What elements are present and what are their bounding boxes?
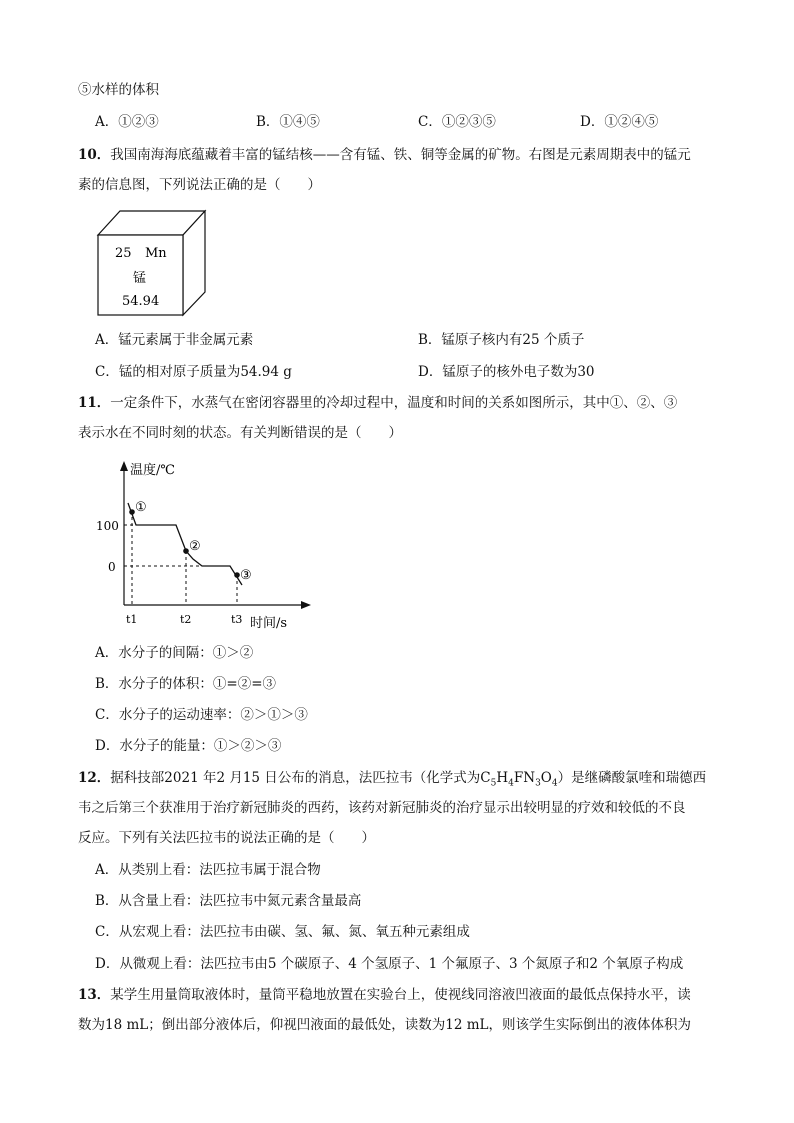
point-3: [234, 572, 240, 578]
ytick-0: 0: [108, 560, 116, 574]
q12-sub-n: 3: [535, 778, 541, 789]
y-axis-label: 温度/℃: [130, 463, 175, 478]
q12-sub-o: 4: [551, 778, 558, 789]
q11-option-d[interactable]: D．水分子的能量：①＞②＞③: [95, 738, 282, 754]
xtick-t3: t3: [231, 613, 243, 626]
q12-line2: 韦之后第三个获准用于治疗新冠肺炎的西药，该药对新冠肺炎的治疗显示出较明显的疗效和较低的不良: [78, 800, 686, 816]
q9-option-d[interactable]: D．①②④⑤: [580, 114, 659, 130]
q9-option-b[interactable]: B．①④⑤: [256, 114, 320, 130]
q12-line3: 反应。下列有关法匹拉韦的说法正确的是（ ）: [78, 830, 375, 846]
q10-line1: [78, 146, 691, 164]
q12-sub-h: 4: [508, 778, 514, 789]
q12-number: 12．: [78, 770, 111, 786]
ytick-100: 100: [96, 519, 119, 533]
q12-text-1a: 据科技部2021 年2 月15 日公布的消息，法匹拉韦（化学式为C: [110, 770, 491, 786]
label-point-2: ②: [189, 539, 201, 554]
q12-option-c[interactable]: C．从宏观上看：法匹拉韦由碳、氢、氟、氮、氧五种元素组成: [95, 924, 470, 940]
q10-option-b[interactable]: B．锰原子核内有25 个质子: [418, 332, 585, 348]
element-symbol: Mn: [145, 246, 167, 261]
q12-formula-o: O: [540, 770, 552, 786]
manganese-element-cell: [95, 208, 210, 318]
q12-option-d[interactable]: D．从微观上看：法匹拉韦由5 个碳原子、4 个氢原子、1 个氟原子、3 个氮原子和2 个氧原子构成: [95, 956, 684, 972]
q10-option-c[interactable]: C．锰的相对原子质量为54.94 g: [95, 364, 292, 380]
q13-line2: 数为18 mL；倒出部分液体后，仰视凹液面的最低处，读数为12 mL，则该学生实际倒出的液体体积为: [78, 1017, 691, 1033]
q12-option-b[interactable]: B．从含量上看：法匹拉韦中氮元素含量最高: [95, 893, 362, 909]
q12-text-1b: ）是继磷酸氯喹和瑞德西: [557, 770, 707, 786]
point-2: [183, 548, 189, 554]
q9-option-c[interactable]: C．①②③⑤: [418, 114, 496, 130]
q13-number: 13．: [78, 987, 111, 1003]
element-name: 锰: [133, 271, 147, 286]
atomic-number: 25: [115, 246, 132, 261]
q12-formula-h: H: [496, 770, 509, 786]
label-point-1: ①: [135, 500, 147, 515]
q12-line1: [78, 769, 706, 793]
q11-text-1: 一定条件下，水蒸气在密闭容器里的冷却过程中，温度和时间的关系如图所示，其中①、②、③: [110, 395, 678, 411]
q10-text-1: 我国南海海底蕴藏着丰富的锰结核——含有锰、铁、铜等金属的矿物。右图是元素周期表中的锰元: [110, 147, 691, 163]
q11-number: 11．: [78, 395, 111, 411]
q10-option-d[interactable]: D．锰原子的核外电子数为30: [418, 364, 595, 380]
label-point-3: ③: [240, 568, 252, 583]
q10-number: 10．: [78, 147, 111, 163]
q11-option-b[interactable]: B．水分子的体积：①=②=③: [95, 676, 277, 692]
atomic-mass: 54.94: [122, 294, 160, 309]
q10-line2: 素的信息图，下列说法正确的是（ ）: [78, 177, 321, 193]
q13-text-1: 某学生用量筒取液体时，量筒平稳地放置在实验台上，使视线同溶液凹液面的最低点保持水平，读: [110, 987, 691, 1003]
q11-line1: [78, 394, 677, 412]
y-axis-arrow-icon: [120, 461, 128, 471]
q10-option-a[interactable]: A．锰元素属于非金属元素: [95, 332, 254, 348]
q11-option-a[interactable]: A．水分子的间隔：①＞②: [95, 645, 254, 661]
point-1: [129, 509, 135, 515]
x-axis-label: 时间/s: [250, 616, 288, 631]
q11-line2: 表示水在不同时刻的状态。有关判断错误的是（ ）: [78, 425, 402, 441]
q11-option-c[interactable]: C．水分子的运动速率：②＞①＞③: [95, 707, 308, 723]
xtick-t1: t1: [126, 613, 138, 626]
xtick-t2: t2: [180, 613, 192, 626]
cooling-curve-chart: [90, 455, 320, 635]
q9-tail: ⑤水样的体积: [78, 82, 159, 98]
q12-formula-fn: FN: [513, 770, 536, 786]
q9-option-a[interactable]: A．①②③: [95, 114, 159, 130]
cooling-curve: [128, 503, 242, 585]
q13-line1: [78, 986, 691, 1004]
q12-sub-c: 5: [490, 778, 497, 789]
x-axis-arrow-icon: [301, 601, 311, 609]
q12-option-a[interactable]: A．从类别上看：法匹拉韦属于混合物: [95, 862, 321, 878]
